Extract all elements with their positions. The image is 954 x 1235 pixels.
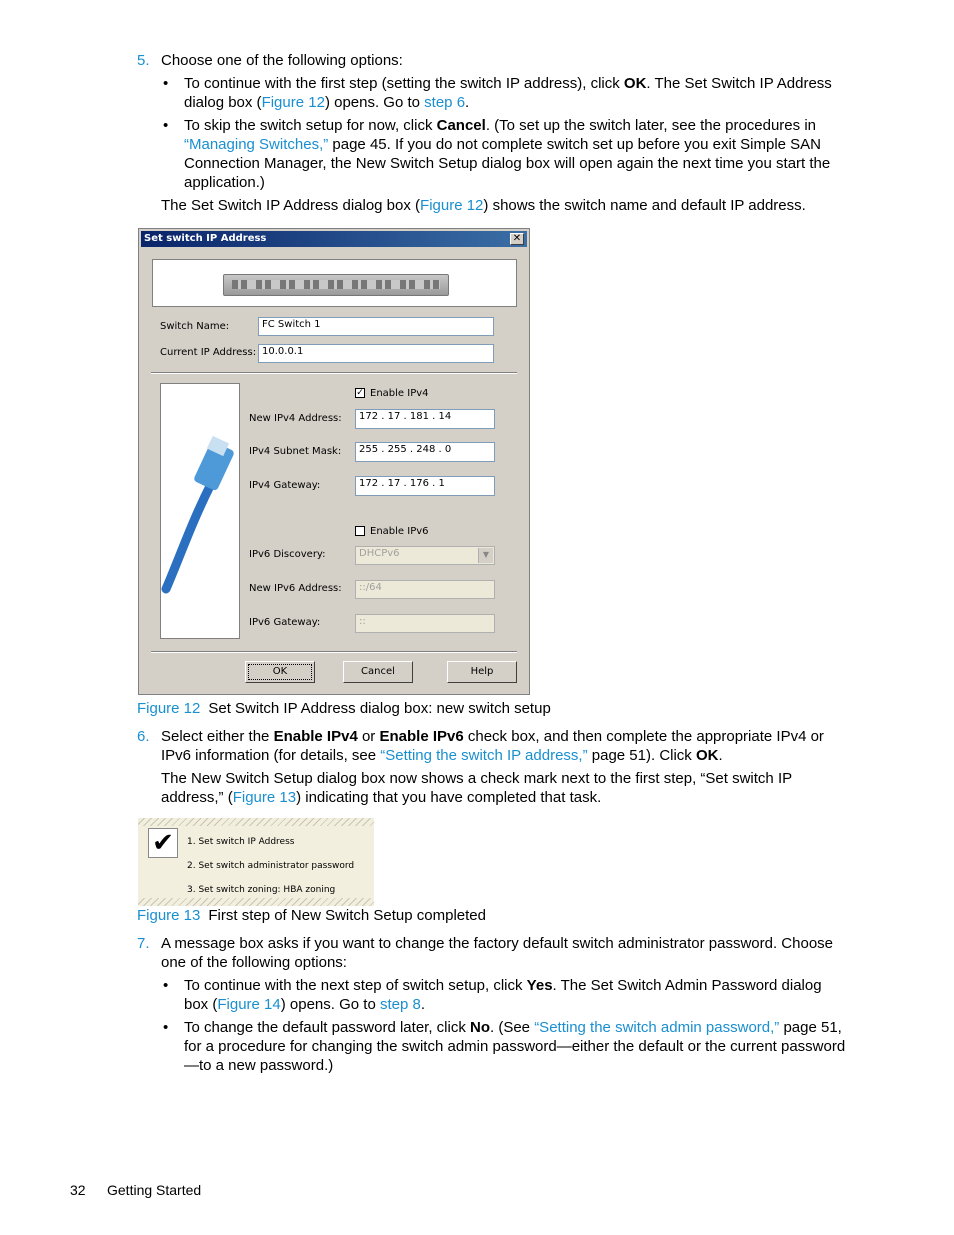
figure-14-link[interactable]: Figure 14 [217,996,281,1013]
new-ipv6-label: New IPv6 Address: [249,583,342,594]
setting-admin-password-link[interactable]: “Setting the switch admin password,” [534,1019,780,1036]
subnet-mask-field[interactable]: 255 . 255 . 248 . 0 [355,442,495,462]
divider [151,372,517,374]
bullet: • [163,977,169,994]
new-switch-setup-excerpt [138,818,374,906]
figure-13-link[interactable]: Figure 13 [232,789,297,806]
step-5-intro: Choose one of the following options: [161,52,403,69]
set-switch-ip-dialog [138,228,530,695]
figure-12-link[interactable]: Figure 12 [420,197,484,214]
divider [151,651,517,653]
step-7-bullet-1: To continue with the next step of switch setup, click Yes. The Set Switch Admin Password dialog box (Figure 14) opens. Go to step 8. [184,977,822,1013]
subnet-mask-label: IPv4 Subnet Mask: [249,446,342,457]
current-ip-field[interactable]: 10.0.0.1 [258,344,494,363]
step-6-link[interactable]: step 6 [424,94,466,111]
switch-name-label: Switch Name: [160,321,230,332]
step-5-bullet-1: To continue with the first step (setting the switch IP address), click OK. The Set Switch IP Address dialog box (Figure 12) opens. Go to step 6. [184,75,832,111]
section-name: Getting Started [107,1182,202,1198]
torn-edge [138,818,374,826]
ipv4-gateway-field[interactable]: 172 . 17 . 176 . 1 [355,476,495,496]
dialog-title: Set switch IP Address [144,233,267,244]
step-6-para-2: The New Switch Setup dialog box now shows a check mark next to the first step, “Set switch IP address,” (Figure 13) indicating that you have completed that task. [161,770,792,806]
bullet: • [163,1019,169,1036]
step-5-bullet-2: To skip the switch setup for now, click Cancel. (To set up the switch later, see the procedures in “Managing Switches,” page 45. If you do not complete switch set up before you exit Simple SAN Connection Manager, the New Switch Setup dialog box will open again the next time you start the application.) [184,117,831,191]
setting-switch-ip-link[interactable]: “Setting the switch IP address,” [380,747,588,764]
figure-12-caption: Figure 12 Set Switch IP Address dialog box: new switch setup [137,700,551,717]
new-ipv4-label: New IPv4 Address: [249,413,342,424]
ok-button[interactable]: OK [245,661,315,683]
managing-switches-link[interactable]: “Managing Switches,” [184,136,329,153]
ipv6-gateway-label: IPv6 Gateway: [249,617,321,628]
enable-ipv6-label: Enable IPv6 [370,526,429,537]
step-8-link[interactable]: step 8 [379,996,421,1013]
chevron-down-icon[interactable]: ▼ [478,548,493,563]
step-5-number: 5. [137,52,150,69]
step-5-closing: The Set Switch IP Address dialog box (Figure 12) shows the switch name and default IP address. [161,197,806,214]
bullet: • [163,117,169,134]
step-7-number: 7. [137,935,150,952]
ipv4-gateway-label: IPv4 Gateway: [249,480,321,491]
help-button[interactable]: Help [447,661,517,683]
setup-step-2: 2. Set switch administrator password [187,861,355,871]
step-6-number: 6. [137,728,150,745]
ipv6-discovery-label: IPv6 Discovery: [249,549,326,560]
new-ipv4-field[interactable]: 172 . 17 . 181 . 14 [355,409,495,429]
ipv6-gateway-field[interactable]: :: [355,614,495,633]
enable-ipv4-label: Enable IPv4 [370,388,429,399]
switch-icon [223,274,449,296]
page-number: 32 [70,1182,86,1198]
cable-image-panel [160,383,240,639]
step-6-text: Select either the Enable IPv4 or Enable IPv6 check box, and then complete the appropriate IPv4 or IPv6 information (for details, see “Setting the switch IP address,” page 51). Click OK. [161,728,824,764]
switch-name-field[interactable]: FC Switch 1 [258,317,494,336]
ipv6-discovery-select[interactable]: DHCPv6 ▼ [355,546,495,565]
step-7-intro: A message box asks if you want to change the factory default switch administrator password. Choose one of the following options: [161,935,834,971]
switch-image-panel [152,259,517,307]
close-icon[interactable]: ✕ [510,233,524,245]
figure-13-caption: Figure 13 First step of New Switch Setup completed [137,907,486,924]
dialog-titlebar [141,231,527,247]
current-ip-label: Current IP Address: [160,347,257,358]
setup-step-3: 3. Set switch zoning: HBA zoning [187,885,336,895]
figure-12-link[interactable]: Figure 12 [261,94,325,111]
enable-ipv6-checkbox[interactable] [355,526,365,536]
bullet: • [163,75,169,92]
step-7-bullet-2: To change the default password later, click No. (See “Setting the switch admin password,” page 51, for a procedure for changing the switch admin password—either the default or the current password—to a new password.) [184,1019,846,1074]
cancel-button[interactable]: Cancel [343,661,413,683]
network-cable-icon [161,384,239,638]
setup-step-1: 1. Set switch IP Address [187,837,295,847]
new-ipv6-field[interactable]: ::/64 [355,580,495,599]
check-icon: ✔ [148,828,178,858]
enable-ipv4-checkbox[interactable]: ✓ [356,388,364,398]
